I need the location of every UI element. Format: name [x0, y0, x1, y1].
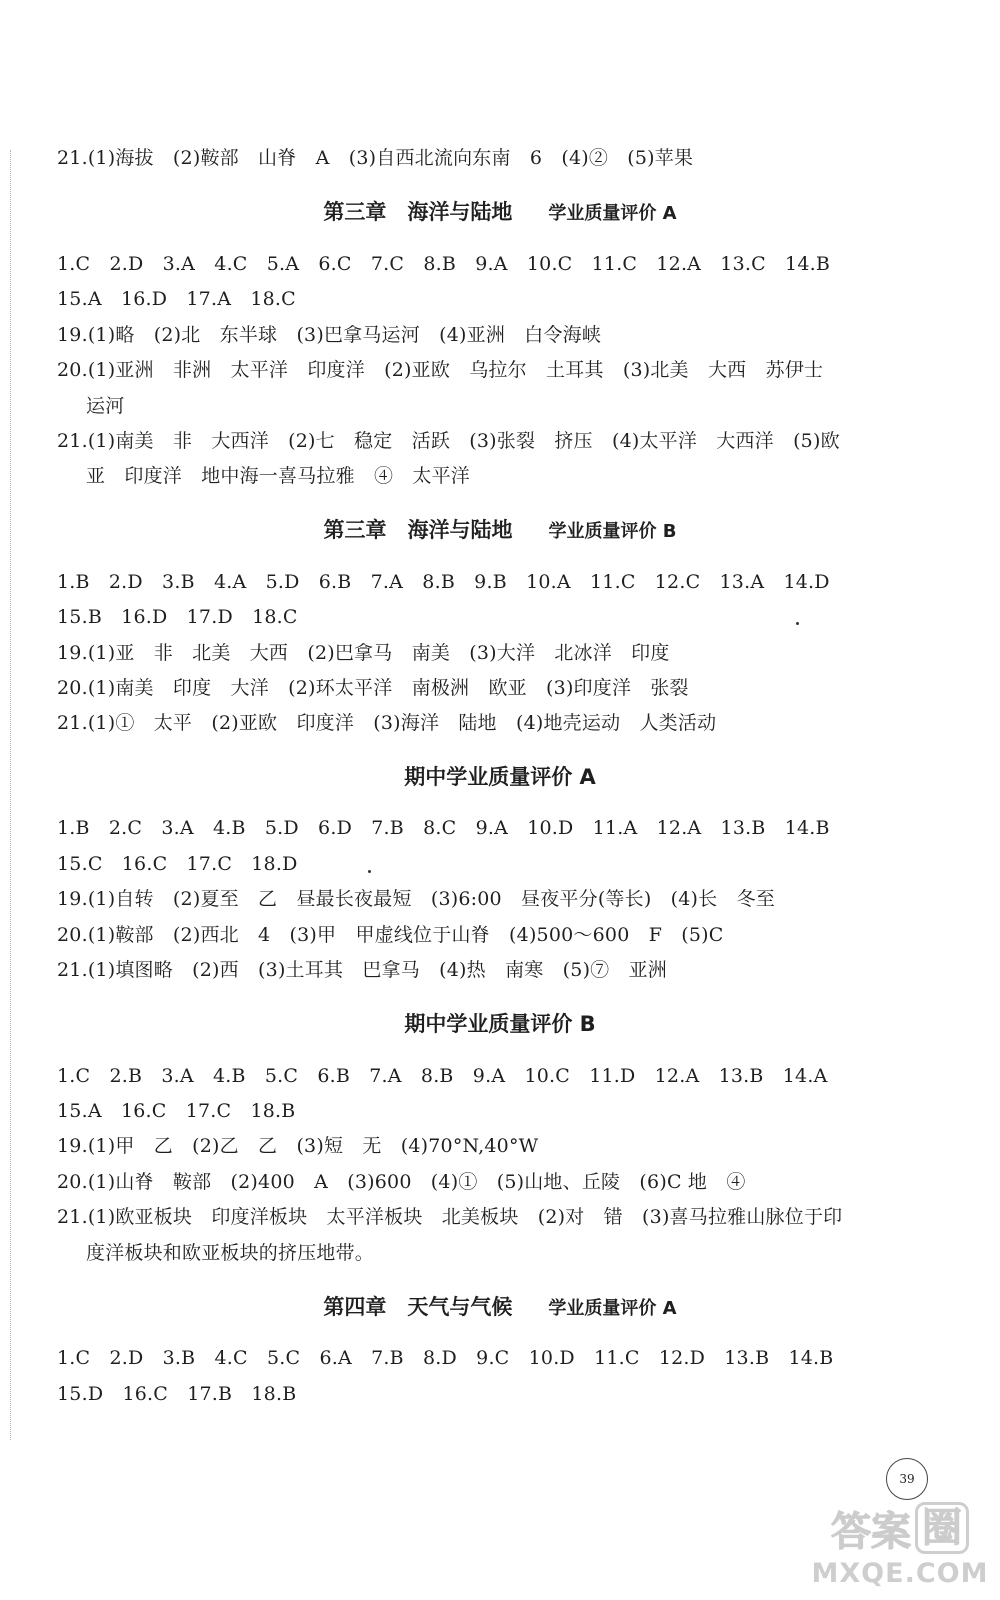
- page-number-badge: [886, 1458, 928, 1500]
- watermark-logo-part2: 圈: [915, 1502, 969, 1554]
- answer-line: 1.B 2.C 3.A 4.B 5.D 6.D 7.B 8.C 9.A 10.D 11.A 12.A 13.B 14.B: [57, 817, 830, 839]
- heading-title: 期中学业质量评价 B: [404, 1012, 596, 1036]
- section-heading: [0, 516, 1000, 546]
- answer-line: 1.B 2.D 3.B 4.A 5.D 6.B 7.A 8.B 9.B 10.A 11.C 12.C 13.A 14.D: [57, 571, 830, 593]
- section-heading: [0, 1010, 1000, 1038]
- answer-line: 20.(1)鞍部 (2)西北 4 (3)甲 甲虚线位于山脊 (4)500～600 F (5)C: [57, 924, 724, 946]
- answer-line: 19.(1)略 (2)北 东半球 (3)巴拿马运河 (4)亚洲 白令海峡: [57, 324, 602, 346]
- margin-dotted-line: [10, 150, 11, 1440]
- answer-line: 15.D 16.C 17.B 18.B: [57, 1383, 297, 1405]
- answer-line: 21.(1)欧亚板块 印度洋板块 太平洋板块 北美板块 (2)对 错 (3)喜马拉雅山脉位于印: [57, 1206, 843, 1228]
- answer-line: 1.C 2.B 3.A 4.B 5.C 6.B 7.A 8.B 9.A 10.C 11.D 12.A 13.B 14.A: [57, 1065, 828, 1087]
- watermark-logo: [805, 1500, 995, 1596]
- answer-line: 21.(1)南美 非 大西洋 (2)七 稳定 活跃 (3)张裂 挤压 (4)太平洋 大西洋 (5)欧: [57, 430, 840, 452]
- answer-line: 20.(1)山脊 鞍部 (2)400 A (3)600 (4)① (5)山地、丘陵 (6)C 地 ④: [57, 1171, 746, 1193]
- answer-line: 15.C 16.C 17.C 18.D: [57, 853, 298, 875]
- answer-line: 1.C 2.D 3.A 4.C 5.A 6.C 7.C 8.B 9.A 10.C 11.C 12.A 13.C 14.B: [57, 253, 831, 275]
- stray-dot: [368, 870, 371, 873]
- heading-subtitle: 学业质量评价 A: [548, 203, 677, 224]
- answer-line: 19.(1)甲 乙 (2)乙 乙 (3)短 无 (4)70°N,40°W: [57, 1135, 539, 1157]
- answer-line: 1.C 2.D 3.B 4.C 5.C 6.A 7.B 8.D 9.C 10.D 11.C 12.D 13.B 14.B: [57, 1347, 834, 1369]
- section-heading: [0, 1293, 1000, 1323]
- watermark-logo-part1: 答案: [831, 1508, 911, 1555]
- answer-line: 20.(1)亚洲 非洲 太平洋 印度洋 (2)亚欧 乌拉尔 土耳其 (3)北美 大西 苏伊士: [57, 359, 824, 381]
- answer-line: 15.B 16.D 17.D 18.C: [57, 606, 298, 628]
- heading-title: 期中学业质量评价 A: [404, 765, 596, 789]
- heading-subtitle: 学业质量评价 B: [548, 521, 677, 542]
- heading-title: 第三章 海洋与陆地: [323, 200, 513, 224]
- stray-dot: [796, 622, 799, 625]
- page-number: 39: [899, 1472, 915, 1486]
- section-heading: [0, 763, 1000, 791]
- section-heading: [0, 198, 1000, 228]
- heading-title: 第四章 天气与气候: [323, 1295, 513, 1319]
- answer-line: 19.(1)自转 (2)夏至 乙 昼最长夜最短 (3)6:00 昼夜平分(等长) (4)长 冬至: [57, 888, 775, 910]
- answer-line: 20.(1)南美 印度 大洋 (2)环太平洋 南极洲 欧亚 (3)印度洋 张裂: [57, 677, 689, 699]
- answer-line-continued: 运河: [86, 395, 125, 417]
- answer-line: 15.A 16.C 17.C 18.B: [57, 1100, 296, 1122]
- watermark-site: MXQE.COM: [811, 1558, 989, 1589]
- answer-line: 21.(1)填图略 (2)西 (3)土耳其 巴拿马 (4)热 南寒 (5)⑦ 亚洲: [57, 959, 667, 981]
- answer-line-continued: 度洋板块和欧亚板块的挤压地带。: [86, 1242, 375, 1264]
- watermark-logo-text: [805, 1500, 995, 1556]
- heading-subtitle: 学业质量评价 A: [548, 1298, 677, 1319]
- answer-line: 15.A 16.D 17.A 18.C: [57, 288, 296, 310]
- answer-line: 21.(1)海拔 (2)鞍部 山脊 A (3)自西北流向东南 6 (4)② (5)苹果: [57, 147, 694, 169]
- answer-line-continued: 亚 印度洋 地中海一喜马拉雅 ④ 太平洋: [86, 465, 471, 487]
- heading-title: 第三章 海洋与陆地: [323, 518, 513, 542]
- answer-line: 21.(1)① 太平 (2)亚欧 印度洋 (3)海洋 陆地 (4)地壳运动 人类活动: [57, 712, 717, 734]
- answer-line: 19.(1)亚 非 北美 大西 (2)巴拿马 南美 (3)大洋 北冰洋 印度: [57, 642, 670, 664]
